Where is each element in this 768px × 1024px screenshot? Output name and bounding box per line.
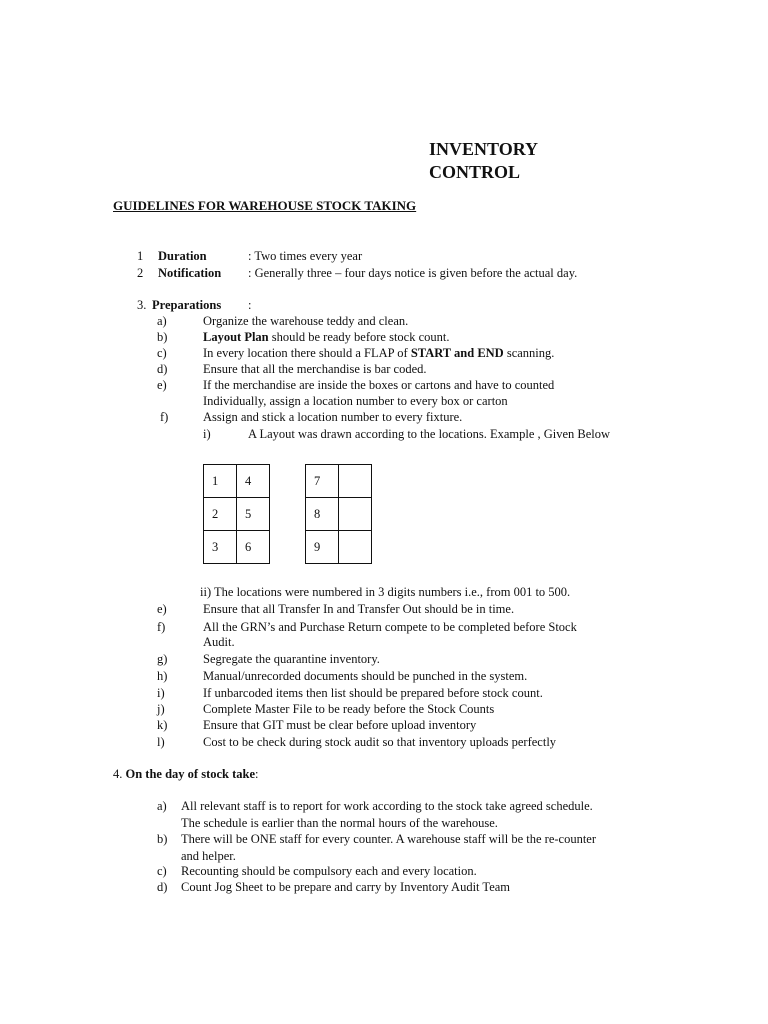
list-item: Ensure that all Transfer In and Transfer Out should be in time. [203,602,515,616]
list-item-marker: i) [157,686,165,700]
list-item: Complete Master File to be ready before the Stock Counts [203,702,495,716]
list-item: In every location there should a FLAP of START and END scanning. [203,346,555,360]
list-item: All relevant staff is to report for work according to the stock take agreed schedule. [181,799,593,813]
document-title-line-2: CONTROL [429,162,521,182]
location-grid-right [305,464,372,564]
grid-row [306,531,372,564]
list-item: Recounting should be compulsory each and every location. [181,864,477,878]
sub-item-ii: ii) The locations were numbered in 3 digits numbers i.e., from 001 to 500. [200,585,571,599]
section-3-number: 3. [137,298,147,312]
list-item-marker: f) [160,410,169,424]
list-item: Organize the warehouse teddy and clean. [203,314,409,328]
list-item: Count Jog Sheet to be prepare and carry by Inventory Audit Team [181,880,511,894]
list-item-marker: c) [157,864,167,878]
sub-item-marker: i) [203,427,211,441]
grid-cell: 3 [204,531,237,564]
list-item-marker: c) [157,346,167,360]
grid-cell: 6 [237,531,270,564]
section-4-heading: 4. On the day of stock take: [113,767,259,781]
list-item-marker: b) [157,330,168,344]
list-item-marker: g) [157,652,168,666]
list-item: Ensure that GIT must be clear before upload inventory [203,718,477,732]
list-item-marker: d) [157,362,168,376]
list-item-marker: e) [157,378,167,392]
list-item: Cost to be check during stock audit so that inventory uploads perfectly [203,735,557,749]
guidelines-heading: GUIDELINES FOR WAREHOUSE STOCK TAKING [113,198,417,213]
list-item: If the merchandise are inside the boxes or cartons and have to counted [203,378,555,392]
grid-row [204,531,270,564]
grid-cell: 5 [237,498,270,531]
list-item-marker: l) [157,735,165,749]
location-grid-left [203,464,270,564]
grid-cell: 2 [204,498,237,531]
grid-cell: 8 [306,498,339,531]
list-item-marker: e) [157,602,167,616]
list-item-marker: a) [157,314,167,328]
list-item-continuation: and helper. [181,849,236,863]
list-item-continuation: The schedule is earlier than the normal hours of the warehouse. [181,816,498,830]
section-2-number: 2 [137,266,144,280]
grid-cell: 7 [306,465,339,498]
grid-row [204,498,270,531]
section-2-label: Notification [158,266,222,280]
list-item-marker: j) [157,702,165,716]
list-item-marker: k) [157,718,168,732]
list-item-marker: b) [157,832,168,846]
list-item-marker: a) [157,799,167,813]
list-item: Assign and stick a location number to every fixture. [203,410,463,424]
grid-cell: 1 [204,465,237,498]
section-1-label: Duration [158,249,207,263]
grid-row [306,465,372,498]
grid-row [204,465,270,498]
document-title-line-1: INVENTORY [429,139,539,159]
list-item-continuation: Audit. [203,635,235,649]
list-item: There will be ONE staff for every counter. A warehouse staff will be the re-counter [181,832,597,846]
grid-cell [339,465,372,498]
list-item: Ensure that all the merchandise is bar coded. [203,362,427,376]
sub-item-text: A Layout was drawn according to the locations. Example , Given Below [248,427,611,441]
list-item-marker: h) [157,669,168,683]
list-item: If unbarcoded items then list should be prepared before stock count. [203,686,543,700]
list-item: Layout Plan should be ready before stock count. [203,330,450,344]
list-item: Segregate the quarantine inventory. [203,652,380,666]
section-1-number: 1 [137,249,144,263]
section-3-colon: : [248,298,252,312]
section-3-label: Preparations [152,298,222,312]
grid-cell [339,498,372,531]
list-item-marker: f) [157,620,166,634]
list-item-marker: d) [157,880,168,894]
grid-row [306,498,372,531]
grid-cell: 9 [306,531,339,564]
grid-cell [339,531,372,564]
section-1-text: : Two times every year [248,249,363,263]
list-item: All the GRN’s and Purchase Return compete to be completed before Stock [203,620,577,634]
list-item-continuation: Individually, assign a location number to every box or carton [203,394,508,408]
list-item: Manual/unrecorded documents should be punched in the system. [203,669,528,683]
grid-cell: 4 [237,465,270,498]
section-2-text: : Generally three – four days notice is given before the actual day. [248,266,578,280]
